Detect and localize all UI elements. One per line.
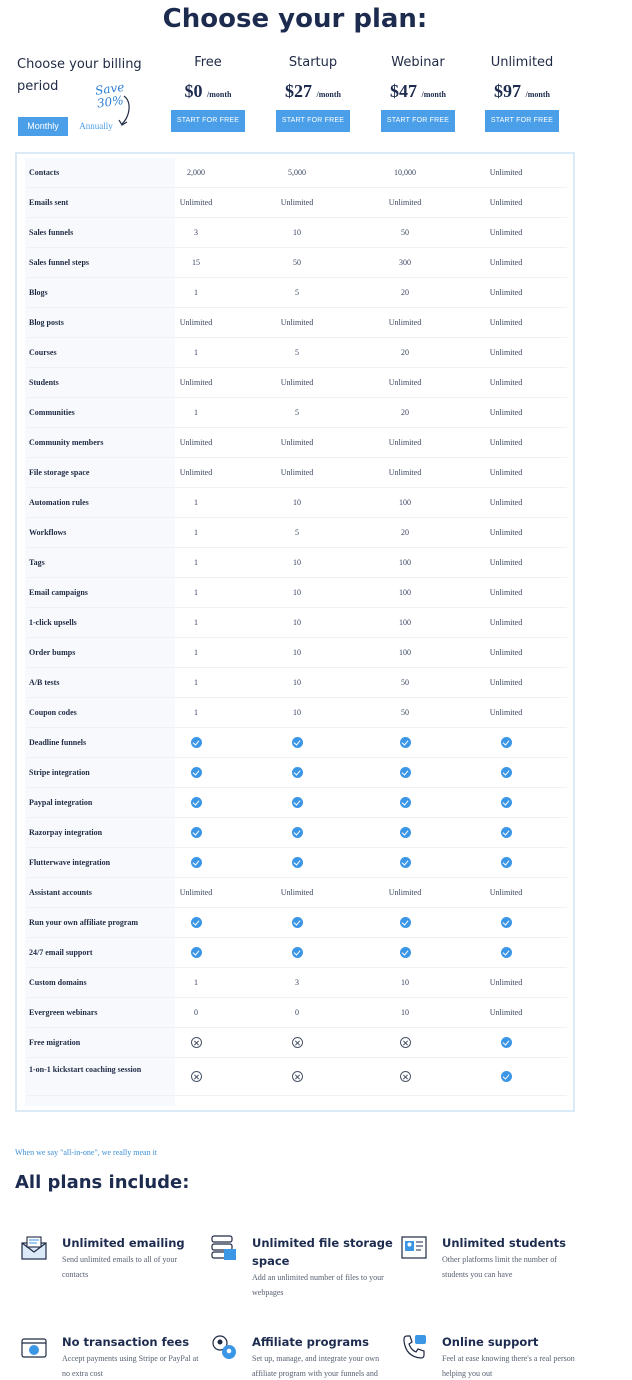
value-cell <box>146 1037 246 1050</box>
value-cell: Unlimited <box>179 318 213 327</box>
value-cell: Unlimited <box>489 678 523 687</box>
check-icon <box>400 827 411 838</box>
table-row <box>27 848 567 878</box>
value-cell: 50 <box>293 258 301 267</box>
all-plans-title: All plans include: <box>15 1172 190 1193</box>
value-cell: Unlimited <box>489 708 523 717</box>
value-cell: Unlimited <box>489 588 523 597</box>
value-cell: Unlimited <box>489 438 523 447</box>
table-row <box>27 578 567 608</box>
value-cell: Unlimited <box>489 978 523 987</box>
value-cell <box>146 767 246 780</box>
monthly-toggle-button[interactable]: Monthly <box>18 117 68 136</box>
plan-price: $97 /month <box>494 81 550 101</box>
table-row <box>27 938 567 968</box>
value-cell <box>247 917 347 930</box>
feature-description: Add an unlimited number of files to your webpages <box>252 1273 384 1297</box>
plan-price: $0 /month <box>184 81 232 101</box>
check-icon <box>292 917 303 928</box>
feature-name: Sales funnels <box>29 228 74 237</box>
table-row <box>27 818 567 848</box>
value-cell <box>146 737 246 750</box>
feature-name: Contacts <box>29 168 60 177</box>
value-cell: Unlimited <box>489 318 523 327</box>
value-cell <box>247 767 347 780</box>
plan-startup <box>263 55 363 132</box>
value-cell: Unlimited <box>489 258 523 267</box>
value-cell: 20 <box>401 348 409 357</box>
payment-icon <box>20 1333 48 1361</box>
check-icon <box>400 767 411 778</box>
check-icon <box>292 737 303 748</box>
table-row <box>27 1028 567 1058</box>
value-cell: Unlimited <box>489 888 523 897</box>
students-icon <box>400 1234 428 1262</box>
value-cell: 100 <box>399 648 411 657</box>
table-row <box>27 758 567 788</box>
value-cell: 1 <box>194 708 198 717</box>
value-cell <box>456 797 556 810</box>
value-cell <box>456 767 556 780</box>
value-cell: 10 <box>293 228 301 237</box>
storage-icon <box>210 1234 238 1262</box>
table-row <box>27 308 567 338</box>
value-cell <box>355 947 455 960</box>
check-icon <box>191 917 202 928</box>
feature-title: No transaction fees <box>62 1335 190 1349</box>
value-cell: 20 <box>401 528 409 537</box>
plan-price: $47 /month <box>390 81 446 101</box>
value-cell: 100 <box>399 618 411 627</box>
value-cell: 15 <box>192 258 200 267</box>
table-row <box>27 668 567 698</box>
start-for-free-button[interactable]: START FOR FREE <box>381 110 455 132</box>
page-title: Choose your plan: <box>162 4 428 34</box>
value-cell: Unlimited <box>489 168 523 177</box>
feature-name: Razorpay integration <box>29 828 103 837</box>
feature-name: Students <box>29 378 59 387</box>
value-cell: 1 <box>194 678 198 687</box>
value-cell: 50 <box>401 708 409 717</box>
value-cell: Unlimited <box>489 408 523 417</box>
feature-name: Email campaigns <box>29 588 88 597</box>
feature-name: Automation rules <box>29 498 89 507</box>
value-cell: 20 <box>401 408 409 417</box>
value-cell: Unlimited <box>388 318 422 327</box>
table-row <box>27 458 567 488</box>
feature-description: Accept payments using Stripe or PayPal at no extra cost <box>62 1354 199 1378</box>
value-cell: 100 <box>399 558 411 567</box>
value-cell <box>247 947 347 960</box>
feature-description: Other platforms limit the number of students you can have <box>442 1255 557 1279</box>
cross-icon <box>191 1071 202 1082</box>
value-cell: Unlimited <box>489 528 523 537</box>
table-row <box>27 638 567 668</box>
feature-name: Workflows <box>29 528 67 537</box>
start-for-free-button[interactable]: START FOR FREE <box>171 110 245 132</box>
value-cell: Unlimited <box>280 198 314 207</box>
feature-name: Community members <box>29 438 104 447</box>
value-cell: Unlimited <box>280 318 314 327</box>
table-row <box>27 158 567 188</box>
cross-icon <box>191 1037 202 1048</box>
value-cell: Unlimited <box>489 1008 523 1017</box>
value-cell: Unlimited <box>179 378 213 387</box>
table-row <box>27 608 567 638</box>
pricing-comparison-table <box>15 152 575 1112</box>
check-icon <box>292 857 303 868</box>
plan-name: Webinar <box>391 55 445 70</box>
table-row <box>27 428 567 458</box>
annually-toggle-button[interactable]: Annually <box>79 121 113 131</box>
value-cell: Unlimited <box>280 468 314 477</box>
value-cell: 300 <box>399 258 411 267</box>
check-icon <box>191 857 202 868</box>
value-cell: Unlimited <box>489 378 523 387</box>
value-cell <box>355 857 455 870</box>
feature-name: 24/7 email support <box>29 948 93 957</box>
value-cell: 10 <box>293 708 301 717</box>
check-icon <box>501 917 512 928</box>
check-icon <box>191 767 202 778</box>
table-row <box>27 278 567 308</box>
feature-title: Unlimited file storage space <box>252 1236 393 1268</box>
value-cell: Unlimited <box>489 648 523 657</box>
value-cell: Unlimited <box>280 888 314 897</box>
value-cell <box>247 797 347 810</box>
check-icon <box>191 797 202 808</box>
tagline: When we say "all-in-one", we really mean it <box>15 1148 158 1157</box>
table-row <box>27 548 567 578</box>
value-cell <box>456 1037 556 1050</box>
feature-name: Blog posts <box>29 318 64 327</box>
value-cell: Unlimited <box>179 198 213 207</box>
value-cell: 5 <box>295 348 299 357</box>
check-icon <box>501 827 512 838</box>
check-icon <box>501 737 512 748</box>
feature-name: Sales funnel steps <box>29 258 90 267</box>
value-cell: 10 <box>293 558 301 567</box>
value-cell: Unlimited <box>280 438 314 447</box>
feature-name: Tags <box>29 558 45 567</box>
value-cell: 10 <box>293 498 301 507</box>
value-cell: Unlimited <box>489 558 523 567</box>
value-cell: Unlimited <box>489 498 523 507</box>
table-row <box>27 698 567 728</box>
value-cell <box>355 797 455 810</box>
value-cell: Unlimited <box>489 348 523 357</box>
value-cell: 10 <box>293 678 301 687</box>
feature-name: Stripe integration <box>29 768 90 777</box>
start-for-free-button[interactable]: START FOR FREE <box>276 110 350 132</box>
value-cell: Unlimited <box>388 468 422 477</box>
value-cell: 3 <box>194 228 198 237</box>
value-cell: 2,000 <box>187 168 205 177</box>
feature-title: Online support <box>442 1335 539 1349</box>
check-icon <box>501 797 512 808</box>
plan-price: $27 /month <box>285 81 341 101</box>
value-cell: 1 <box>194 588 198 597</box>
value-cell <box>247 827 347 840</box>
value-cell <box>146 947 246 960</box>
check-icon <box>292 797 303 808</box>
value-cell <box>355 917 455 930</box>
value-cell: 0 <box>295 1008 299 1017</box>
table-row <box>27 968 567 998</box>
start-for-free-button[interactable]: START FOR FREE <box>485 110 559 132</box>
value-cell: 10 <box>293 618 301 627</box>
value-cell: 1 <box>194 978 198 987</box>
check-icon <box>400 917 411 928</box>
feature-name: 1-click upsells <box>29 618 77 627</box>
value-cell <box>146 857 246 870</box>
value-cell <box>146 797 246 810</box>
value-cell: 10 <box>293 648 301 657</box>
plan-free <box>158 55 258 132</box>
table-row <box>27 218 567 248</box>
check-icon <box>191 827 202 838</box>
value-cell: 0 <box>194 1008 198 1017</box>
check-icon <box>501 1037 512 1048</box>
value-cell: 1 <box>194 498 198 507</box>
support-icon <box>400 1333 428 1361</box>
feature-name: Run your own affiliate program <box>29 918 139 927</box>
feature-title: Unlimited students <box>442 1236 566 1250</box>
value-cell: 100 <box>399 498 411 507</box>
feature-name: Communities <box>29 408 75 417</box>
value-cell <box>355 827 455 840</box>
value-cell <box>456 1071 556 1084</box>
value-cell: 5 <box>295 528 299 537</box>
value-cell <box>456 827 556 840</box>
feature-name: Emails sent <box>29 198 69 207</box>
value-cell: Unlimited <box>489 468 523 477</box>
feature-name: A/B tests <box>29 678 60 687</box>
check-icon <box>400 737 411 748</box>
value-cell: 1 <box>194 288 198 297</box>
feature-name: Blogs <box>29 288 48 297</box>
value-cell: 10 <box>401 978 409 987</box>
cross-icon <box>400 1071 411 1082</box>
value-cell: 20 <box>401 288 409 297</box>
table-row <box>27 248 567 278</box>
value-cell: Unlimited <box>489 618 523 627</box>
value-cell <box>456 947 556 960</box>
feature-name: Assistant accounts <box>29 888 92 897</box>
value-cell <box>247 1071 347 1084</box>
table-row <box>27 908 567 938</box>
table-row <box>27 398 567 428</box>
email-icon <box>20 1234 48 1262</box>
value-cell: 1 <box>194 648 198 657</box>
table-row <box>27 518 567 548</box>
table-row <box>27 1058 567 1096</box>
value-cell: 5,000 <box>288 168 306 177</box>
feature-name: File storage space <box>29 468 90 477</box>
check-icon <box>400 857 411 868</box>
feature-name: Courses <box>29 348 57 357</box>
value-cell: 3 <box>295 978 299 987</box>
check-icon <box>501 767 512 778</box>
plan-webinar <box>368 55 468 132</box>
value-cell <box>247 1037 347 1050</box>
feature-description: Send unlimited emails to all of your contacts <box>62 1255 178 1279</box>
value-cell <box>355 1037 455 1050</box>
value-cell: 1 <box>194 528 198 537</box>
feature-name: Custom domains <box>29 978 87 987</box>
feature-name: Coupon codes <box>29 708 77 717</box>
feature-name: Flutterwave integration <box>29 858 111 867</box>
table-row <box>27 488 567 518</box>
value-cell: 10 <box>293 588 301 597</box>
check-icon <box>501 947 512 958</box>
value-cell <box>146 917 246 930</box>
plan-name: Free <box>194 55 222 70</box>
check-icon <box>292 767 303 778</box>
feature-name: Free migration <box>29 1038 81 1047</box>
value-cell: 10 <box>401 1008 409 1017</box>
feature-name: 1-on-1 kickstart coaching session <box>29 1065 142 1074</box>
value-cell: 1 <box>194 558 198 567</box>
value-cell: 5 <box>295 408 299 417</box>
feature-title: Affiliate programs <box>252 1335 369 1349</box>
feature-name: Paypal integration <box>29 798 93 807</box>
value-cell: 100 <box>399 588 411 597</box>
value-cell: 10,000 <box>394 168 416 177</box>
check-icon <box>191 947 202 958</box>
table-row <box>27 878 567 908</box>
value-cell <box>456 917 556 930</box>
value-cell <box>355 737 455 750</box>
value-cell: Unlimited <box>179 888 213 897</box>
cross-icon <box>400 1037 411 1048</box>
value-cell <box>247 737 347 750</box>
value-cell: 50 <box>401 678 409 687</box>
value-cell: 1 <box>194 618 198 627</box>
feature-description: Set up, manage, and integrate your own affiliate program with your funnels and <box>252 1354 380 1378</box>
value-cell: Unlimited <box>489 288 523 297</box>
plan-name: Unlimited <box>490 55 554 70</box>
table-row <box>27 188 567 218</box>
value-cell <box>355 1071 455 1084</box>
feature-name: Order bumps <box>29 648 76 657</box>
cross-icon <box>292 1037 303 1048</box>
value-cell <box>355 767 455 780</box>
table-row <box>27 998 567 1028</box>
value-cell: Unlimited <box>388 888 422 897</box>
feature-name: Evergreen webinars <box>29 1008 98 1017</box>
value-cell: 50 <box>401 228 409 237</box>
feature-title: Unlimited emailing <box>62 1236 185 1250</box>
check-icon <box>292 827 303 838</box>
cross-icon <box>292 1071 303 1082</box>
value-cell <box>247 857 347 870</box>
feature-description: Feel at ease knowing there's a real person helping you out <box>442 1354 575 1378</box>
value-cell: Unlimited <box>179 468 213 477</box>
value-cell: Unlimited <box>388 438 422 447</box>
check-icon <box>191 737 202 748</box>
save-note: Save 30% <box>94 79 126 111</box>
check-icon <box>501 1071 512 1082</box>
feature-name: Deadline funnels <box>29 738 87 747</box>
value-cell: Unlimited <box>388 198 422 207</box>
plan-unlimited <box>472 55 572 132</box>
billing-period-label: Choose your billing period <box>17 57 142 94</box>
value-cell: Unlimited <box>179 438 213 447</box>
check-icon <box>501 857 512 868</box>
check-icon <box>400 797 411 808</box>
value-cell <box>456 857 556 870</box>
table-row <box>27 728 567 758</box>
check-icon <box>292 947 303 958</box>
table-row <box>27 368 567 398</box>
value-cell: 1 <box>194 408 198 417</box>
affiliate-icon <box>210 1333 238 1361</box>
value-cell <box>146 827 246 840</box>
table-row <box>27 338 567 368</box>
value-cell <box>456 737 556 750</box>
plan-name: Startup <box>288 55 338 70</box>
value-cell <box>146 1071 246 1084</box>
value-cell: 5 <box>295 288 299 297</box>
check-icon <box>400 947 411 958</box>
table-row <box>27 788 567 818</box>
value-cell: Unlimited <box>489 198 523 207</box>
value-cell: Unlimited <box>489 228 523 237</box>
value-cell: Unlimited <box>388 378 422 387</box>
value-cell: Unlimited <box>280 378 314 387</box>
value-cell: 1 <box>194 348 198 357</box>
